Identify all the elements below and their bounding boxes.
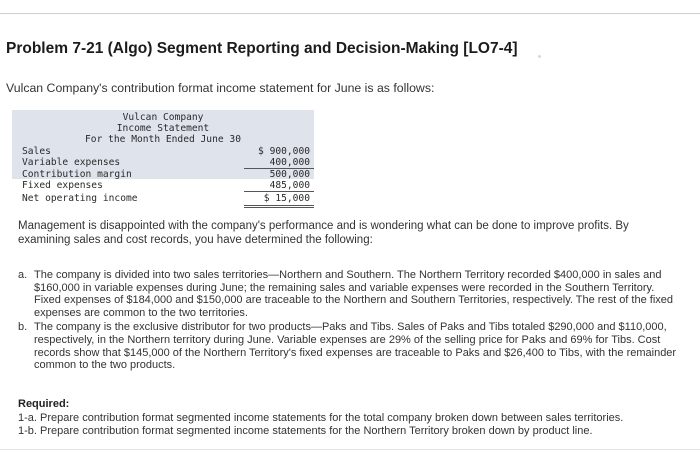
- total-double-rule-top: [244, 205, 314, 206]
- list-item: [18, 269, 680, 319]
- statement-row-fixed-expenses: [22, 180, 314, 191]
- problem-title: Problem 7-21 (Algo) Segment Reporting and Decision-Making [LO7-4]: [6, 40, 518, 57]
- list-item-text: The company is the exclusive distributor for two products—Paks and Tibs. Sales of Paks and Tibs totaled $290,000 and $110,000, respectively, in the Northern territory during June. Variable expenses are 29% of the selling price for Paks and 69% for Tibs. Cost records show that $145,000 of the Northern Territory's fixed expenses are traceable to Paks and $26,400 to Tibs, with the remainder common to the two products.: [34, 321, 677, 372]
- decorative-dot: [538, 55, 541, 58]
- required-item-1b: 1-b. Prepare contribution format segmented income statements for the Northern Territory broken down by product line.: [18, 425, 593, 437]
- subtotal-rule: [244, 191, 314, 192]
- list-marker: a.: [18, 269, 28, 281]
- top-divider: [0, 13, 700, 14]
- statement-company: Vulcan Company: [122, 112, 204, 123]
- total-double-rule-bottom: [244, 207, 314, 208]
- list-item: [18, 321, 680, 371]
- list-marker: b.: [18, 321, 28, 334]
- row-label: Net operating income: [22, 193, 138, 204]
- statement-row-variable-expenses: [22, 157, 314, 168]
- facts-list: [18, 269, 680, 372]
- statement-period: For the Month Ended June 30: [85, 134, 241, 145]
- income-statement: [12, 110, 314, 210]
- statement-row-net-operating-income: [22, 193, 314, 204]
- statement-row-contribution-margin: [22, 169, 314, 180]
- management-paragraph: Management is disappointed with the company's performance and is wondering what can be done to improve profits. By examining sales and cost records, you have determined the following:: [18, 220, 629, 246]
- required-item-1a: 1-a. Prepare contribution format segmented income statements for the total company broken down between sales territories.: [18, 411, 624, 424]
- row-amount: $ 900,000: [258, 146, 310, 157]
- required-title: Required:: [18, 398, 70, 410]
- row-label: Fixed expenses: [22, 180, 103, 191]
- bottom-divider: [0, 449, 700, 450]
- statement-row-sales: [22, 146, 314, 157]
- row-amount: 485,000: [269, 180, 310, 191]
- row-label: Variable expenses: [22, 157, 121, 168]
- row-label: Sales: [22, 146, 51, 157]
- row-amount: 500,000: [269, 169, 310, 180]
- problem-intro: Vulcan Company's contribution format income statement for June is as follows:: [6, 81, 435, 95]
- statement-name: Income Statement: [116, 123, 210, 134]
- row-label: Contribution margin: [22, 169, 132, 180]
- row-amount: 400,000: [269, 157, 310, 168]
- row-amount: $ 15,000: [263, 193, 310, 204]
- required-section: [18, 398, 678, 439]
- list-item-text: The company is divided into two sales territories—Northern and Southern. The Northern Territory recorded $400,000 in sales and $160,000 in variable expenses during June; the remaining sales and variable expenses were recorded in the Southern Territory. Fixed expenses of $184,000 and $150,000 are traceable to the Northern and Southern Territories, respectively. The rest of the fixed expenses are common to the two territories.: [34, 269, 674, 319]
